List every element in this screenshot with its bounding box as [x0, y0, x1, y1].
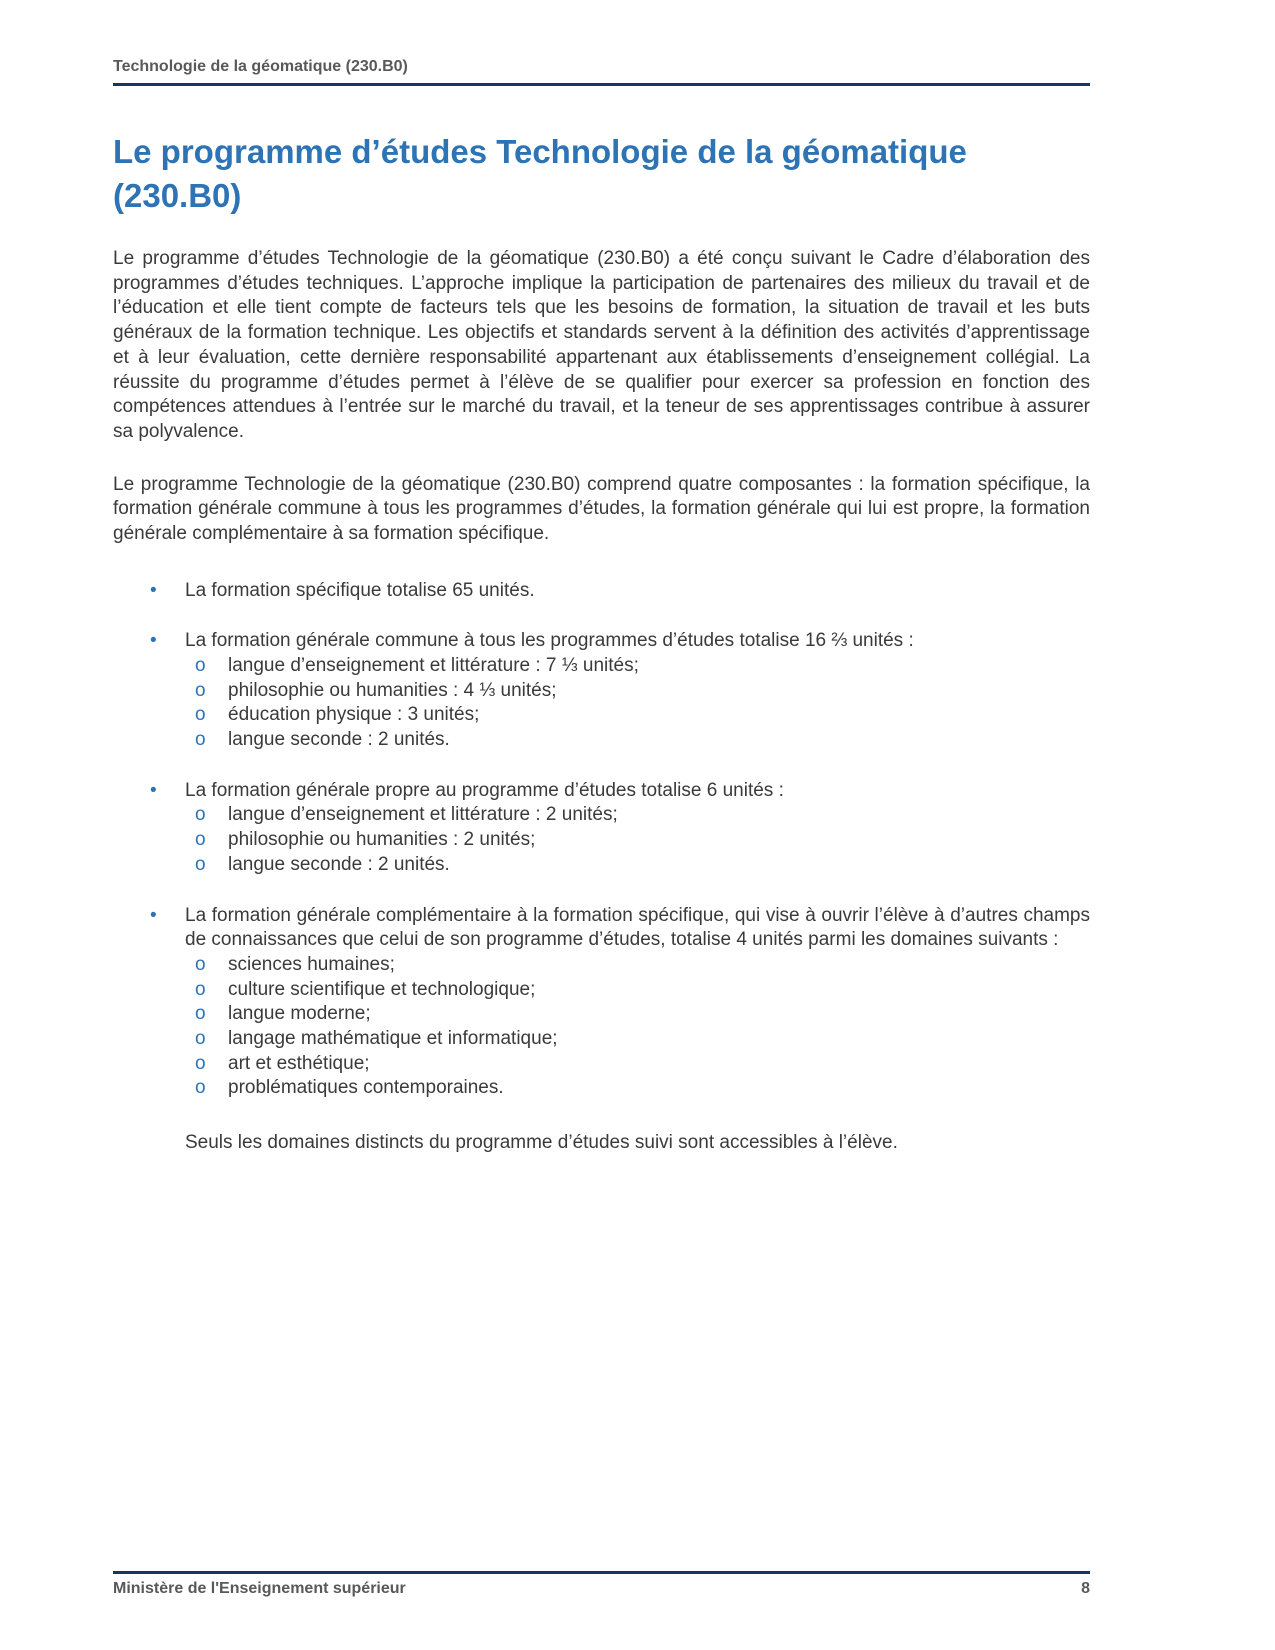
sub-bullet-icon: o — [195, 829, 206, 851]
sub-bullet-icon: o — [195, 704, 206, 726]
sub-bullet-icon: o — [195, 853, 206, 875]
list-item — [113, 904, 1090, 953]
sub-bullet-icon: o — [195, 978, 206, 1000]
sub-list-item-text: langage mathématique et informatique; — [228, 1027, 558, 1049]
sub-list-item — [113, 978, 1090, 1003]
sub-bullet-icon: o — [195, 953, 206, 975]
list-item — [113, 629, 1090, 654]
sub-list-item — [113, 703, 1090, 728]
sub-list-item-text: problématiques contemporaines. — [228, 1077, 504, 1099]
sub-list-item — [113, 853, 1090, 878]
sub-list-item-text: éducation physique : 3 unités; — [228, 704, 480, 726]
sub-bullet-icon: o — [195, 1027, 206, 1049]
sub-list-item — [113, 728, 1090, 753]
list-item — [113, 779, 1090, 804]
page-title: Le programme d’études Technologie de la géomatique (230.B0) — [113, 133, 967, 214]
bullet-icon: • — [150, 904, 157, 926]
sub-list-item-text: sciences humaines; — [228, 953, 395, 975]
sub-list-item-text: langue d’enseignement et littérature : 7 ⅓ unités; — [228, 655, 639, 677]
list-item-text: La formation spécifique totalise 65 unités. — [185, 579, 535, 601]
page-footer — [113, 1571, 1090, 1598]
components-list — [113, 579, 1090, 1101]
sub-list-item-text: philosophie ou humanities : 2 unités; — [228, 829, 536, 851]
bullet-icon: • — [150, 579, 157, 601]
sub-bullet-icon: o — [195, 1077, 206, 1099]
list-item-text: La formation générale commune à tous les programmes d’études totalise 16 ⅔ unités : — [185, 630, 914, 652]
sub-list-item — [113, 828, 1090, 853]
sub-list-item-text: art et esthétique; — [228, 1052, 370, 1074]
sub-list-item-text: langue seconde : 2 unités. — [228, 729, 450, 751]
sub-list-item-text: langue seconde : 2 unités. — [228, 853, 450, 875]
bullet-icon: • — [150, 630, 157, 652]
list-item-text: La formation générale propre au programme d’études totalise 6 unités : — [185, 779, 784, 801]
footer-page-number: 8 — [1081, 1580, 1090, 1597]
paragraph-closing: Seuls les domaines distincts du programme d’études suivi sont accessibles à l’élève. — [185, 1132, 898, 1154]
sub-bullet-icon: o — [195, 679, 206, 701]
sub-list-item — [113, 1052, 1090, 1077]
sub-list-item — [113, 654, 1090, 679]
sub-bullet-icon: o — [195, 729, 206, 751]
sub-list-item — [113, 1076, 1090, 1101]
sub-list-item-text: philosophie ou humanities : 4 ⅓ unités; — [228, 679, 557, 701]
sub-bullet-icon: o — [195, 655, 206, 677]
list-item-text: La formation générale complémentaire à la formation spécifique, qui vise à ouvrir l’élève à d’autres champs de connaissances que celui de son programme d’études, totalise 4 unités parmi les domaines suivants : — [185, 904, 1090, 951]
sub-list-item — [113, 679, 1090, 704]
sub-list-item — [113, 1002, 1090, 1027]
sub-list-item-text: langue d’enseignement et littérature : 2 unités; — [228, 804, 618, 826]
sub-bullet-icon: o — [195, 804, 206, 826]
sub-list-item — [113, 953, 1090, 978]
paragraph-intro: Le programme d’études Technologie de la géomatique (230.B0) a été conçu suivant le Cadre d’élaboration des programmes d’études techniques. L’approche implique la participation de partenaires des milieux du travail et de l’éducation et elle tient compte de facteurs tels que les besoins de formation, la situation de travail et les buts généraux de la formation technique. Les objectifs et standards servent à la définition des activités d’apprentissage et à leur évaluation, cette dernière responsabilité appartenant aux établissements d’enseignement collégial. La réussite du programme d’études permet à l’élève de se qualifier pour exercer sa profession en fonction des compétences attendues à l’entrée sur le marché du travail, et la teneur de ses apprentissages contribue à assurer sa polyvalence. — [113, 248, 1090, 442]
sub-bullet-icon: o — [195, 1052, 206, 1074]
running-header: Technologie de la géomatique (230.B0) — [113, 58, 1090, 86]
sub-bullet-icon: o — [195, 1003, 206, 1025]
footer-ministry-label: Ministère de l'Enseignement supérieur — [113, 1580, 406, 1597]
list-item — [113, 579, 1090, 604]
sub-list-item-text: langue moderne; — [228, 1003, 371, 1025]
bullet-icon: • — [150, 779, 157, 801]
sub-list-item — [113, 1027, 1090, 1052]
sub-list-item — [113, 803, 1090, 828]
paragraph-components: Le programme Technologie de la géomatique (230.B0) comprend quatre composantes : la formation spécifique, la formation générale commune à tous les programmes d’études, la formation générale qui lui est propre, la formation générale complémentaire à sa formation spécifique. — [113, 473, 1090, 544]
sub-list-item-text: culture scientifique et technologique; — [228, 978, 536, 1000]
